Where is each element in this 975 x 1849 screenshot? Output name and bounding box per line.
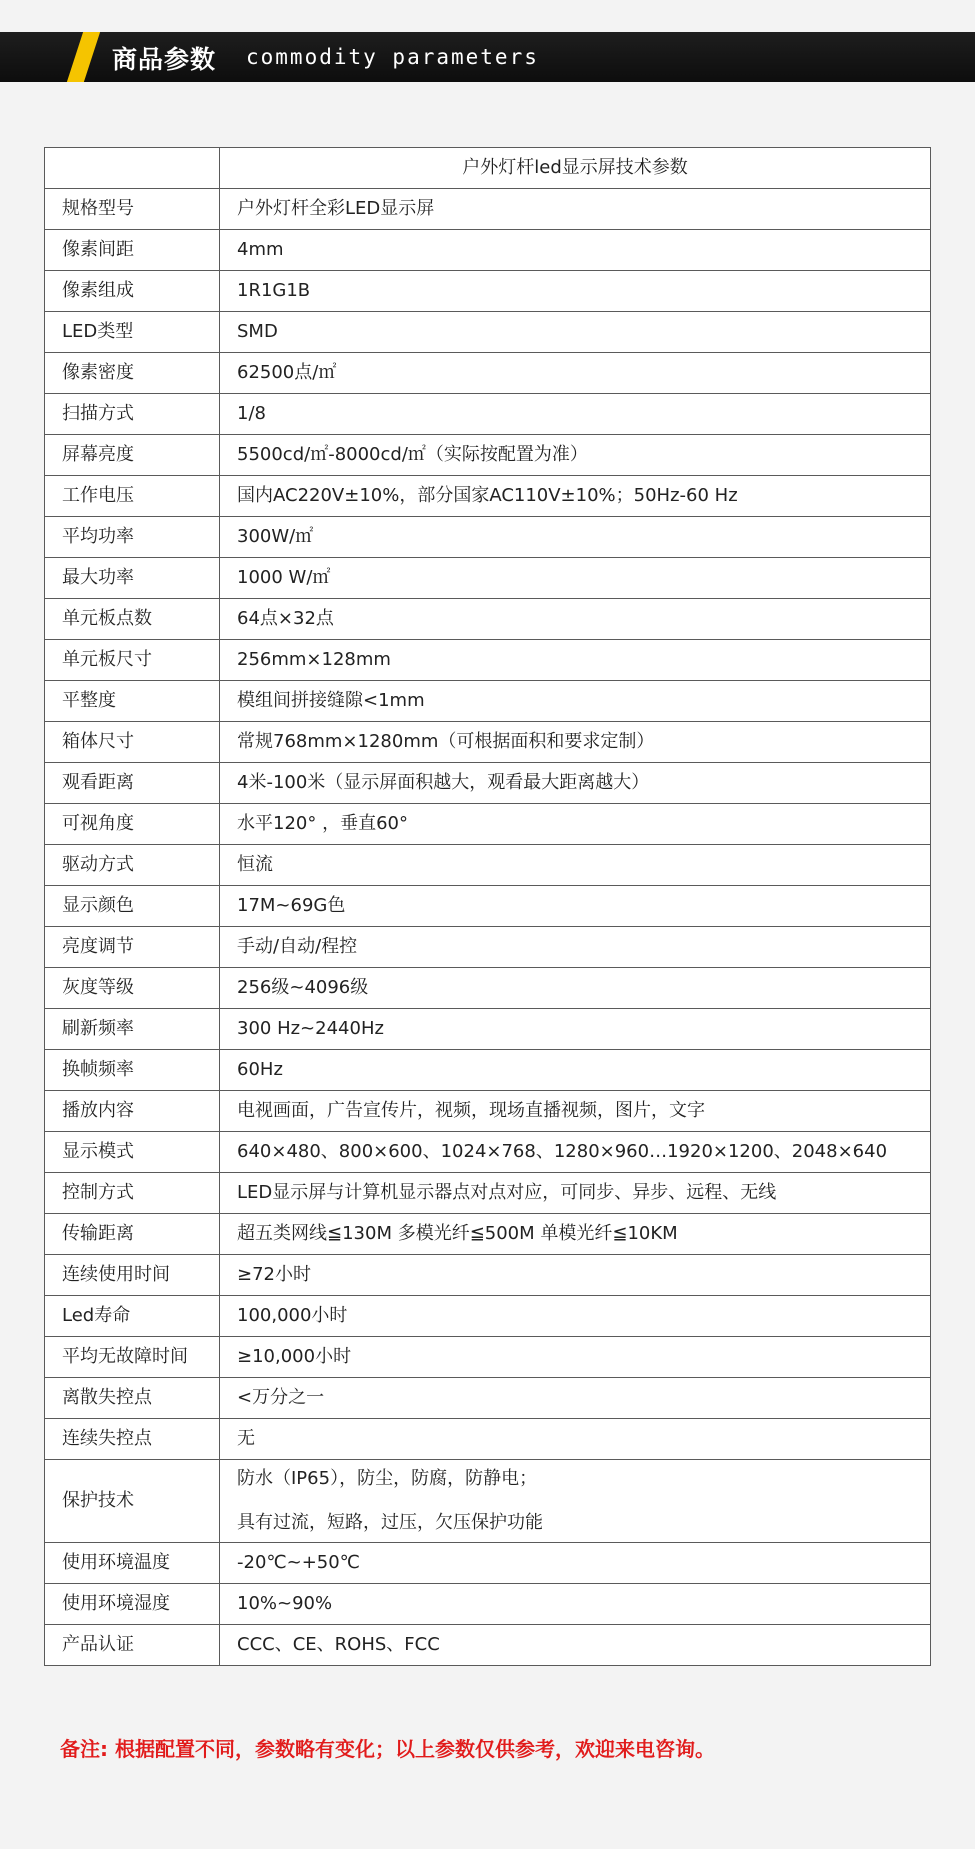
row-label: 可视角度 <box>45 804 220 845</box>
row-value: 常规768mm×1280mm（可根据面积和要求定制） <box>220 722 931 763</box>
row-label: 传输距离 <box>45 1214 220 1255</box>
header-accent-stripe <box>67 32 100 82</box>
table-row <box>45 312 931 353</box>
table-row <box>45 927 931 968</box>
footer-note: 备注: 根据配置不同，参数略有变化；以上参数仅供参考，欢迎来电咨询。 <box>60 1737 715 1761</box>
table-row <box>45 1214 931 1255</box>
table-row <box>45 1091 931 1132</box>
table-row <box>45 1132 931 1173</box>
row-label: 工作电压 <box>45 476 220 517</box>
table-row <box>45 804 931 845</box>
row-value <box>220 1460 931 1543</box>
table-row <box>45 1625 931 1666</box>
row-label: 亮度调节 <box>45 927 220 968</box>
row-value: 100,000小时 <box>220 1296 931 1337</box>
header-title: 商品参数 <box>112 45 217 74</box>
row-label: 使用环境温度 <box>45 1543 220 1584</box>
row-label: 显示模式 <box>45 1132 220 1173</box>
row-value: 10%~90% <box>220 1584 931 1625</box>
row-label: 像素组成 <box>45 271 220 312</box>
table-row <box>45 845 931 886</box>
row-value: LED显示屏与计算机显示器点对点对应，可同步、异步、远程、无线 <box>220 1173 931 1214</box>
row-value: 无 <box>220 1419 931 1460</box>
table-title-row <box>45 148 931 189</box>
table-row <box>45 1378 931 1419</box>
row-value: 4米-100米（显示屏面积越大，观看最大距离越大） <box>220 763 931 804</box>
row-label: LED类型 <box>45 312 220 353</box>
row-value: 1/8 <box>220 394 931 435</box>
table-row <box>45 1009 931 1050</box>
row-value: 恒流 <box>220 845 931 886</box>
row-label: 单元板点数 <box>45 599 220 640</box>
row-label: 像素间距 <box>45 230 220 271</box>
row-value: 17M~69G色 <box>220 886 931 927</box>
row-value: 64点×32点 <box>220 599 931 640</box>
row-label: 播放内容 <box>45 1091 220 1132</box>
row-label: 显示颜色 <box>45 886 220 927</box>
table-row <box>45 1337 931 1378</box>
row-label: 最大功率 <box>45 558 220 599</box>
row-value: 256级~4096级 <box>220 968 931 1009</box>
table-row <box>45 1543 931 1584</box>
row-label: 驱动方式 <box>45 845 220 886</box>
row-value: 60Hz <box>220 1050 931 1091</box>
row-value: 300 Hz~2440Hz <box>220 1009 931 1050</box>
spec-table <box>44 147 931 1666</box>
table-row <box>45 476 931 517</box>
row-value: 4mm <box>220 230 931 271</box>
row-value: 户外灯杆全彩LED显示屏 <box>220 189 931 230</box>
table-row-protection <box>45 1460 931 1543</box>
row-value: 电视画面，广告宣传片，视频，现场直播视频，图片，文字 <box>220 1091 931 1132</box>
protection-line-2: 具有过流，短路，过压，欠压保护功能 <box>237 1512 543 1533</box>
row-value: -20℃~+50℃ <box>220 1543 931 1584</box>
table-row <box>45 1419 931 1460</box>
row-label: 刷新频率 <box>45 1009 220 1050</box>
table-row <box>45 517 931 558</box>
row-value: 模组间拼接缝隙<1mm <box>220 681 931 722</box>
row-value: ≥72小时 <box>220 1255 931 1296</box>
row-label: 产品认证 <box>45 1625 220 1666</box>
table-row <box>45 968 931 1009</box>
row-label: 平均无故障时间 <box>45 1337 220 1378</box>
row-label: 扫描方式 <box>45 394 220 435</box>
table-row <box>45 189 931 230</box>
row-label: 单元板尺寸 <box>45 640 220 681</box>
table-row <box>45 640 931 681</box>
row-label: 箱体尺寸 <box>45 722 220 763</box>
table-row <box>45 271 931 312</box>
row-label: 平均功率 <box>45 517 220 558</box>
table-row <box>45 435 931 476</box>
row-value: SMD <box>220 312 931 353</box>
row-label: 使用环境湿度 <box>45 1584 220 1625</box>
row-label: 屏幕亮度 <box>45 435 220 476</box>
row-label: 离散失控点 <box>45 1378 220 1419</box>
table-row <box>45 1050 931 1091</box>
row-value: 手动/自动/程控 <box>220 927 931 968</box>
table-title-label-cell <box>45 148 220 189</box>
row-value: 超五类网线≦130M 多模光纤≦500M 单模光纤≦10KM <box>220 1214 931 1255</box>
row-label: 连续使用时间 <box>45 1255 220 1296</box>
row-value: CCC、CE、ROHS、FCC <box>220 1625 931 1666</box>
table-row <box>45 1296 931 1337</box>
row-label: 灰度等级 <box>45 968 220 1009</box>
header-bar <box>0 32 975 82</box>
table-row <box>45 558 931 599</box>
row-value: ≥10,000小时 <box>220 1337 931 1378</box>
row-value: 水平120° ，垂直60° <box>220 804 931 845</box>
row-value: 国内AC220V±10%，部分国家AC110V±10%；50Hz-60 Hz <box>220 476 931 517</box>
row-value: 1000 W/㎡ <box>220 558 931 599</box>
row-value: 640×480、800×600、1024×768、1280×960…1920×1200、2048×640 <box>220 1132 931 1173</box>
table-row <box>45 230 931 271</box>
row-label: Led寿命 <box>45 1296 220 1337</box>
row-value: 1R1G1B <box>220 271 931 312</box>
row-value: 5500cd/㎡-8000cd/㎡（实际按配置为准） <box>220 435 931 476</box>
row-label: 规格型号 <box>45 189 220 230</box>
row-label: 控制方式 <box>45 1173 220 1214</box>
table-row <box>45 886 931 927</box>
protection-line-1: 防水（IP65），防尘，防腐，防静电； <box>237 1468 538 1489</box>
row-label: 平整度 <box>45 681 220 722</box>
table-row <box>45 394 931 435</box>
row-label: 像素密度 <box>45 353 220 394</box>
table-row <box>45 1255 931 1296</box>
row-value: 300W/㎡ <box>220 517 931 558</box>
row-label: 观看距离 <box>45 763 220 804</box>
table-row <box>45 599 931 640</box>
table-row <box>45 353 931 394</box>
row-label: 换帧频率 <box>45 1050 220 1091</box>
row-value: 62500点/㎡ <box>220 353 931 394</box>
table-title: 户外灯杆led显示屏技术参数 <box>220 148 931 189</box>
table-row <box>45 1584 931 1625</box>
table-row <box>45 681 931 722</box>
table-row <box>45 763 931 804</box>
header-subtitle: commodity parameters <box>246 45 539 69</box>
table-row <box>45 722 931 763</box>
row-value: <万分之一 <box>220 1378 931 1419</box>
row-label: 保护技术 <box>45 1460 220 1543</box>
spec-table-body <box>45 148 931 1666</box>
row-value: 256mm×128mm <box>220 640 931 681</box>
table-row <box>45 1173 931 1214</box>
row-label: 连续失控点 <box>45 1419 220 1460</box>
